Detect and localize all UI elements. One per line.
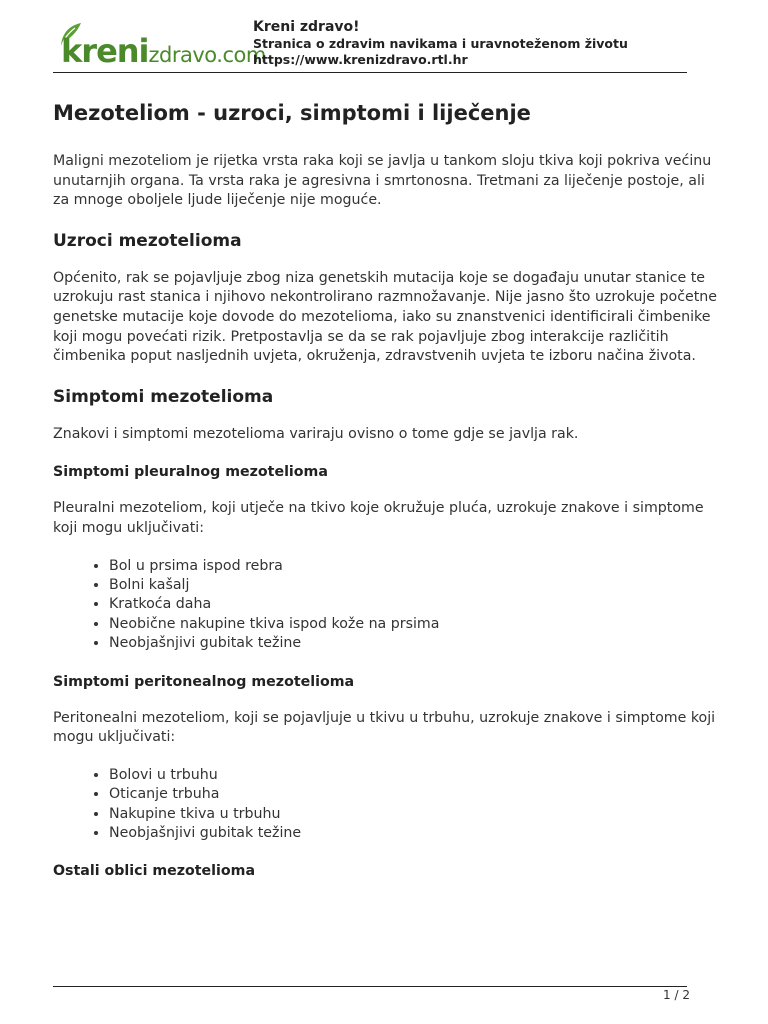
logo-domain: zdravo.com — [148, 43, 266, 67]
site-url[interactable]: https://www.krenizdravo.rtl.hr — [253, 52, 468, 67]
list-item: • Kratkoća daha — [109, 595, 723, 614]
list-item: • Neobjašnjivi gubitak težine — [109, 634, 723, 653]
article-title: Mezoteliom - uzroci, simptomi i liječenje — [53, 101, 531, 125]
article-content — [53, 96, 723, 898]
header-info — [253, 18, 628, 68]
list-item: • Neobične nakupine tkiva ispod kože na prsima — [109, 615, 723, 634]
symptoms-paragraph: Znakovi i simptomi mezotelioma variraju ovisno o tome gdje se javlja rak. — [53, 425, 579, 442]
document-header — [53, 14, 687, 72]
causes-heading: Uzroci mezotelioma — [53, 230, 242, 251]
site-logo — [53, 22, 266, 70]
peritoneal-paragraph: Peritonealni mezoteliom, koji se pojavljuje u tkivu u trbuhu, uzrokuje znakove i simptome koji mogu uključivati: — [53, 709, 716, 746]
list-item: • Bolni kašalj — [109, 576, 723, 595]
pleural-heading: Simptomi pleuralnog mezotelioma — [53, 464, 328, 481]
other-forms-heading: Ostali oblici mezotelioma — [53, 863, 256, 880]
list-item: • Oticanje trbuha — [109, 785, 723, 804]
site-name: Kreni zdravo! — [253, 19, 360, 35]
header-divider — [53, 72, 687, 73]
site-tagline: Stranica o zdravim navikama i uravnoteženom životu — [253, 36, 628, 51]
causes-paragraph: Općenito, rak se pojavljuje zbog niza genetskih mutacija koje se događaju unutar stanice te uzrokuju rast stanica i njihovo nekontrolirano razmnožavanje. Nije jasno što uzrokuje početne genetske mutacije koje dovode do mezotelioma, iako su znanstvenici identificirali čimbenike koji mogu povećati rizik. Pretpostavlja se da se rak pojavljuje zbog interakcije različitih čimbenika poput nasljednih uvjeta, okruženja, zdravstvenih uvjeta te izboru načina života. — [53, 269, 718, 365]
pleural-symptom-list — [53, 557, 723, 654]
peritoneal-symptom-list — [53, 766, 723, 844]
list-item: • Bolovi u trbuhu — [109, 766, 723, 785]
footer-divider — [53, 986, 687, 987]
logo-wordmark — [61, 32, 266, 70]
intro-paragraph: Maligni mezoteliom je rijetka vrsta raka koji se javlja u tankom sloju tkiva koji pokriva većinu unutarnjih organa. Ta vrsta raka je agresivna i smrtonosna. Tretmani za liječenje postoje, ali za mnoge oboljele ljude liječenje nije moguće. — [53, 153, 712, 209]
logo-kreni: kreni — [61, 32, 149, 70]
list-item: • Neobjašnjivi gubitak težine — [109, 824, 723, 843]
symptoms-heading: Simptomi mezotelioma — [53, 386, 274, 407]
pleural-paragraph: Pleuralni mezoteliom, koji utječe na tkivo koje okružuje pluća, uzrokuje znakove i simptome koji mogu uključivati: — [53, 500, 704, 536]
page-number: 1 / 2 — [663, 988, 690, 1002]
list-item: • Nakupine tkiva u trbuhu — [109, 805, 723, 824]
list-item: • Bol u prsima ispod rebra — [109, 557, 723, 576]
peritoneal-heading: Simptomi peritonealnog mezotelioma — [53, 673, 355, 690]
